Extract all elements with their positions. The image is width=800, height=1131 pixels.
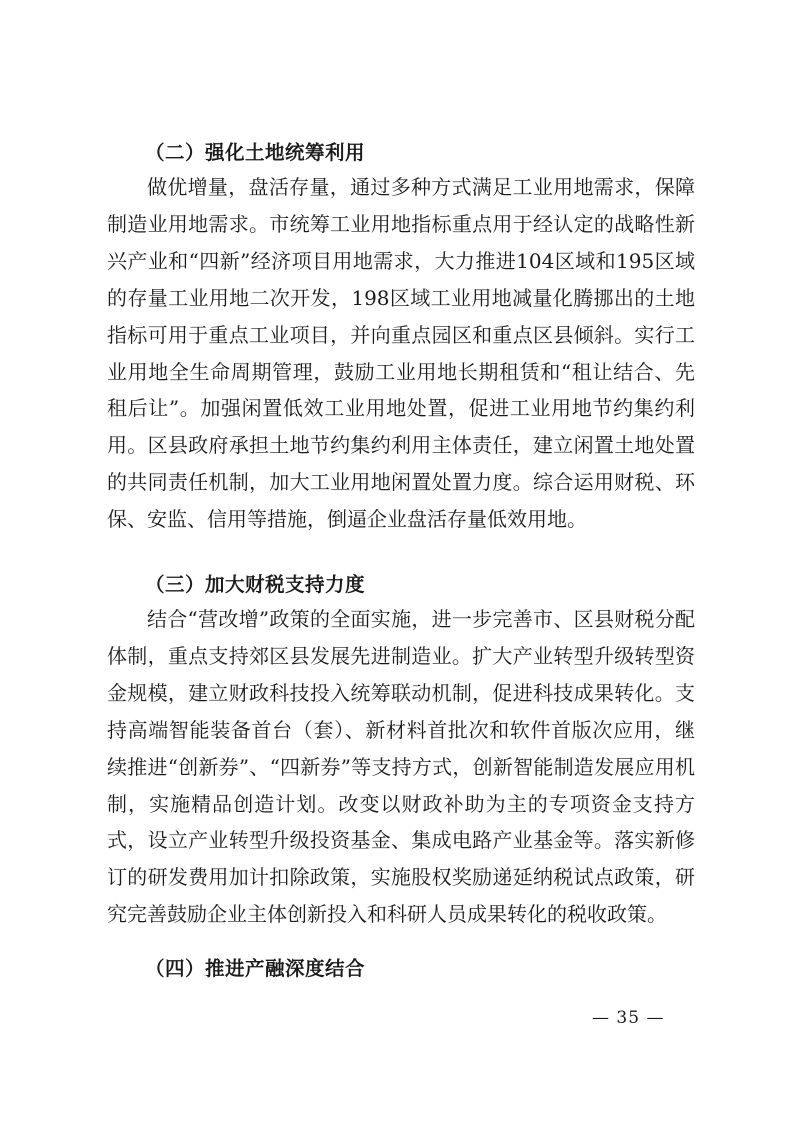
section-heading-3: （三）加大财税支持力度 <box>145 573 366 596</box>
section-heading-2: （二）强化土地统筹利用 <box>145 141 366 164</box>
section-paragraph-3: 结合“营改增”政策的全面实施，进一步完善市、区县财税分配体制，重点支持郊区县发展先进制造业。扩大产业转型升级转型资金规模，建立财政科技投入统筹联动机制，促进科技成果转化。支持高端智能装备首台（套）、新材料首批次和软件首版次应用，继续推进“创新券”、“四新券”等支持方式，创新智能制造发展应用机制，实施精品创造计划。改变以财政补助为主的专项资金支持方式，设立产业转型升级投资基金、集成电路产业基金等。落实新修订的研发费用加计扣除政策，实施股权奖励递延纳税试点政策，研究完善鼓励企业主体创新投入和科研人员成果转化的税收政策。 <box>107 607 695 927</box>
page-number: — 35 — <box>592 1008 665 1028</box>
section-paragraph-2: 做优增量，盘活存量，通过多种方式满足工业用地需求，保障制造业用地需求。市统筹工业用地指标重点用于经认定的战略性新兴产业和“四新”经济项目用地需求，大力推进104区域和195区域的存量工业用地二次开发，198区域工业用地减量化腾挪出的土地指标可用于重点工业项目，并向重点园区和重点区县倾斜。实行工业用地全生命周期管理，鼓励工业用地长期租赁和“租让结合、先租后让”。加强闲置低效工业用地处置，促进工业用地节约集约利用。区县政府承担土地节约集约利用主体责任，建立闲置土地处置的共同责任机制，加大工业用地闲置处置力度。综合运用财税、环保、安监、信用等措施，倒逼企业盘活存量低效用地。 <box>107 175 695 532</box>
section-heading-4: （四）推进产融深度结合 <box>145 957 366 980</box>
